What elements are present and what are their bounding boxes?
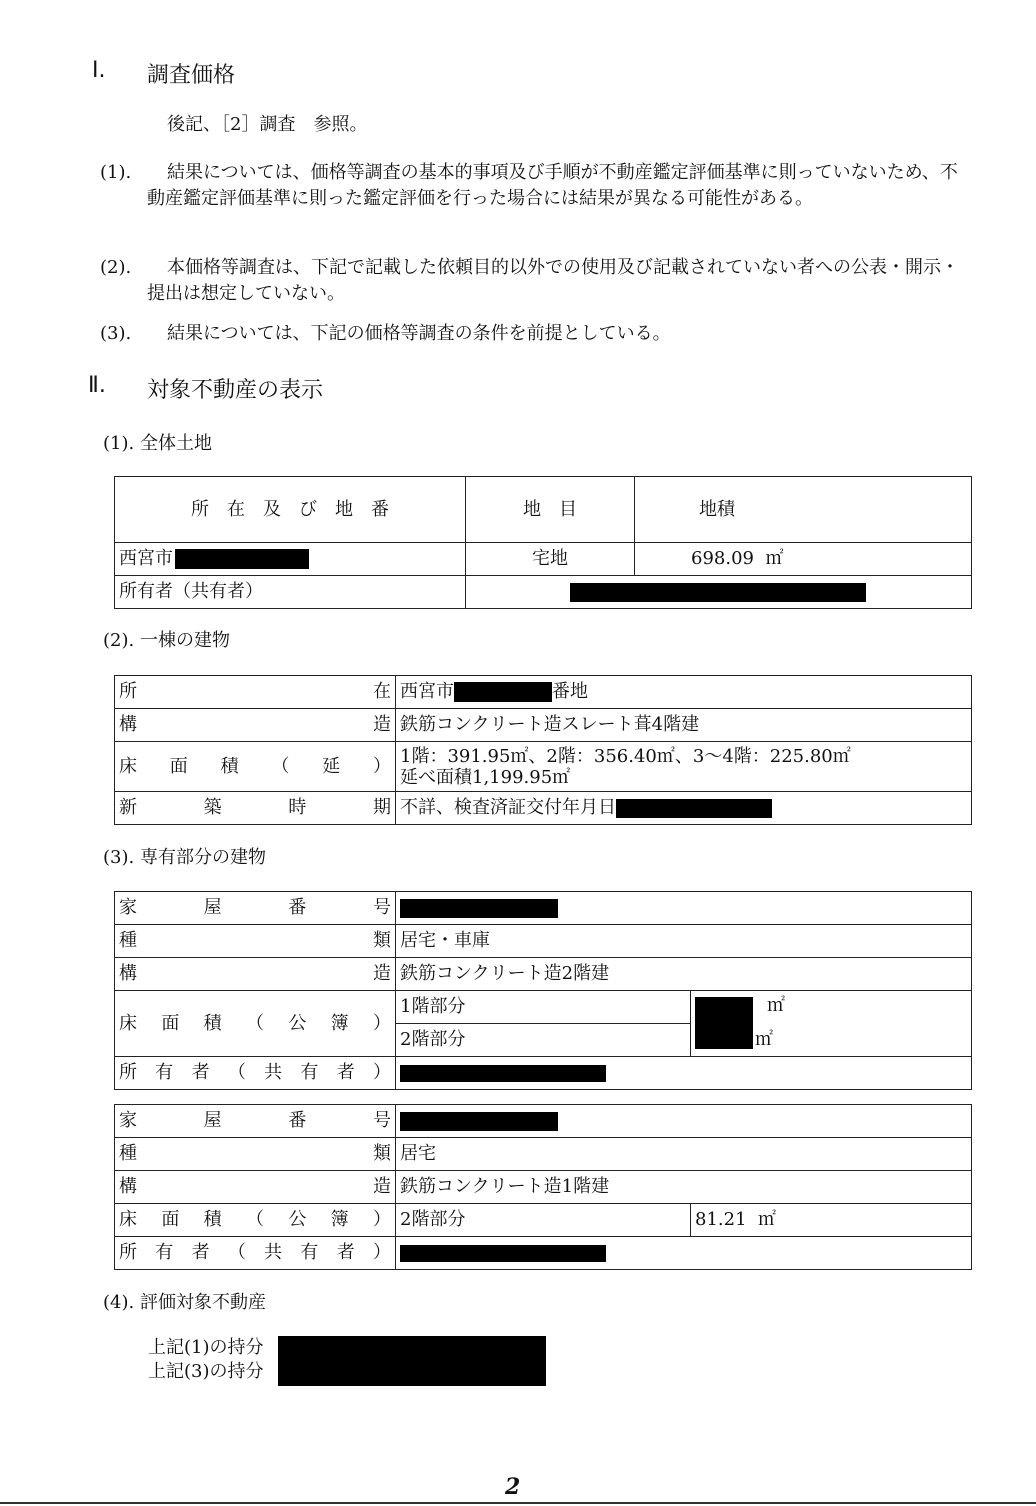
unit1-floor2: 2階部分 [396,1024,691,1057]
building-table [114,675,972,825]
land-location-cell [115,543,466,576]
unit1-label-owner [115,1057,396,1090]
label-spread: 所 有 者 （ 共 有 者 ） [119,1062,391,1083]
unit2-owner-cell [396,1237,972,1270]
unit2-label-house-no [115,1105,396,1138]
unit2-label-owner [115,1237,396,1270]
building-label-location [115,676,396,709]
land-owner-label: 所有者（共有者） [115,576,466,609]
land-table [114,476,972,609]
redacted-block [400,1112,558,1131]
unit2-house-no-cell [396,1105,972,1138]
building-location-cell [396,676,972,709]
redacted-block [400,1065,606,1082]
unit1-structure: 鉄筋コンクリート造2階建 [396,958,972,991]
building-built-date: 不詳、検査済証交付年月日 [400,797,616,818]
unit1-table [114,891,972,1090]
building-location-prefix: 西宮市 [400,681,454,702]
unit1-floor1-unit: ㎡ [767,995,785,1016]
building-floor-area-line2: 延べ面積1,199.95㎡ [400,766,571,788]
note-3 [100,321,970,349]
redacted-block [616,799,772,818]
label-spread: 家 屋 番 号 [119,1110,391,1131]
land-area: 698.09 [691,548,754,569]
building-floor-area-cell [396,742,972,792]
label-spread: 構 造 [119,963,391,984]
unit2-label-type [115,1138,396,1171]
target-line-2: 上記(3)の持分 [148,1361,264,1382]
unit1-owner-cell [396,1057,972,1090]
land-location: 西宮市 [119,548,173,569]
label-spread: 種 類 [119,930,391,951]
note-3-text: 結果については、下記の価格等調査の条件を前提としている。 [167,323,671,344]
unit2-floor: 2階部分 [396,1204,691,1237]
unit1-floor-area-cell [691,991,972,1057]
section2-number: Ⅱ. [88,373,106,398]
building-label-structure [115,709,396,742]
page-number: 2 [505,1474,521,1500]
unit2-structure: 鉄筋コンクリート造1階建 [396,1171,972,1204]
label-spread: 構 造 [119,714,391,735]
target-heading: (4). 評価対象不動産 [103,1292,266,1313]
land-col-location: 所 在 及 び 地 番 [115,477,466,543]
label-spread: 所 有 者 （ 共 有 者 ） [119,1242,391,1263]
section1-title: 調査価格 [147,63,236,88]
unit2-floor-area-cell [691,1204,972,1237]
unit1-house-no-cell [396,892,972,925]
building-structure: 鉄筋コンクリート造スレート葺4階建 [396,709,972,742]
unit1-floor2-unit: ㎡ [755,1029,773,1050]
label-spread: 床 面 積 （ 延 ） [119,755,391,777]
building-label-floor-area [115,742,396,792]
unit1-label-structure [115,958,396,991]
unit1-label-type [115,925,396,958]
building-floor-area-line1: 1階：391.95㎡、2階：356.40㎡、3〜4階：225.80㎡ [400,745,851,767]
note-1-text: 結果については、価格等調査の基本的事項及び手順が不動産鑑定評価基準に則っていないため、不動産鑑定評価基準に則った鑑定評価を行った場合には結果が異なる可能性がある。 [147,162,958,209]
label-spread: 家 屋 番 号 [119,897,391,918]
redacted-block [570,583,866,602]
redacted-block [400,1245,606,1262]
unit1-label-house-no [115,892,396,925]
redacted-block [175,549,309,569]
unit2-label-structure [115,1171,396,1204]
section1-reference: 後記、［2］調査 参照。 [167,114,368,135]
land-col-category: 地 目 [466,477,635,543]
label-spread: 床 面 積 （ 公 簿 ） [119,1012,391,1034]
redacted-block [695,997,753,1049]
redacted-block [400,899,558,918]
label-spread: 構 造 [119,1176,391,1197]
unit2-table [114,1104,972,1270]
note-2-number: (2). [100,257,132,278]
land-col-area: 地積 [635,477,972,543]
redacted-block [454,682,552,702]
unit2-floor-area: 81.21 [695,1209,747,1230]
unit1-type: 居宅・車庫 [396,925,972,958]
land-owner-cell [466,576,972,609]
note-2 [100,255,970,309]
unit2-label-floor-area [115,1204,396,1237]
unit1-label-floor-area [115,991,396,1057]
page-bottom-border [0,1502,1036,1504]
unit2-floor-area-unit: ㎡ [757,1209,776,1230]
note-2-text: 本価格等調査は、下記で記載した依頼目的以外での使用及び記載されていない者への公表・開示・提出は想定していない。 [147,257,959,304]
section1-number: Ⅰ. [92,58,106,83]
note-3-number: (3). [100,323,132,344]
label-spread: 新 築 時 期 [119,797,391,818]
unit1-floor1: 1階部分 [396,991,691,1024]
target-lines [148,1336,264,1384]
unit2-type: 居宅 [396,1138,972,1171]
building-built-date-cell [396,792,972,825]
building-heading: (2). 一棟の建物 [103,630,230,651]
label-spread: 所 在 [119,681,391,702]
note-1-number: (1). [100,162,132,183]
label-spread: 床 面 積 （ 公 簿 ） [119,1209,391,1230]
redacted-block [278,1336,546,1386]
target-line-1: 上記(1)の持分 [148,1337,264,1358]
land-area-cell [635,543,972,576]
building-label-built-date [115,792,396,825]
land-area-unit: ㎡ [765,548,784,569]
section2-title: 対象不動産の表示 [147,378,324,403]
land-heading: (1). 全体土地 [103,433,212,454]
note-1 [100,160,970,240]
land-category: 宅地 [466,543,635,576]
label-spread: 種 類 [119,1143,391,1164]
units-heading: (3). 専有部分の建物 [103,847,266,868]
building-location-suffix: 番地 [552,681,588,702]
